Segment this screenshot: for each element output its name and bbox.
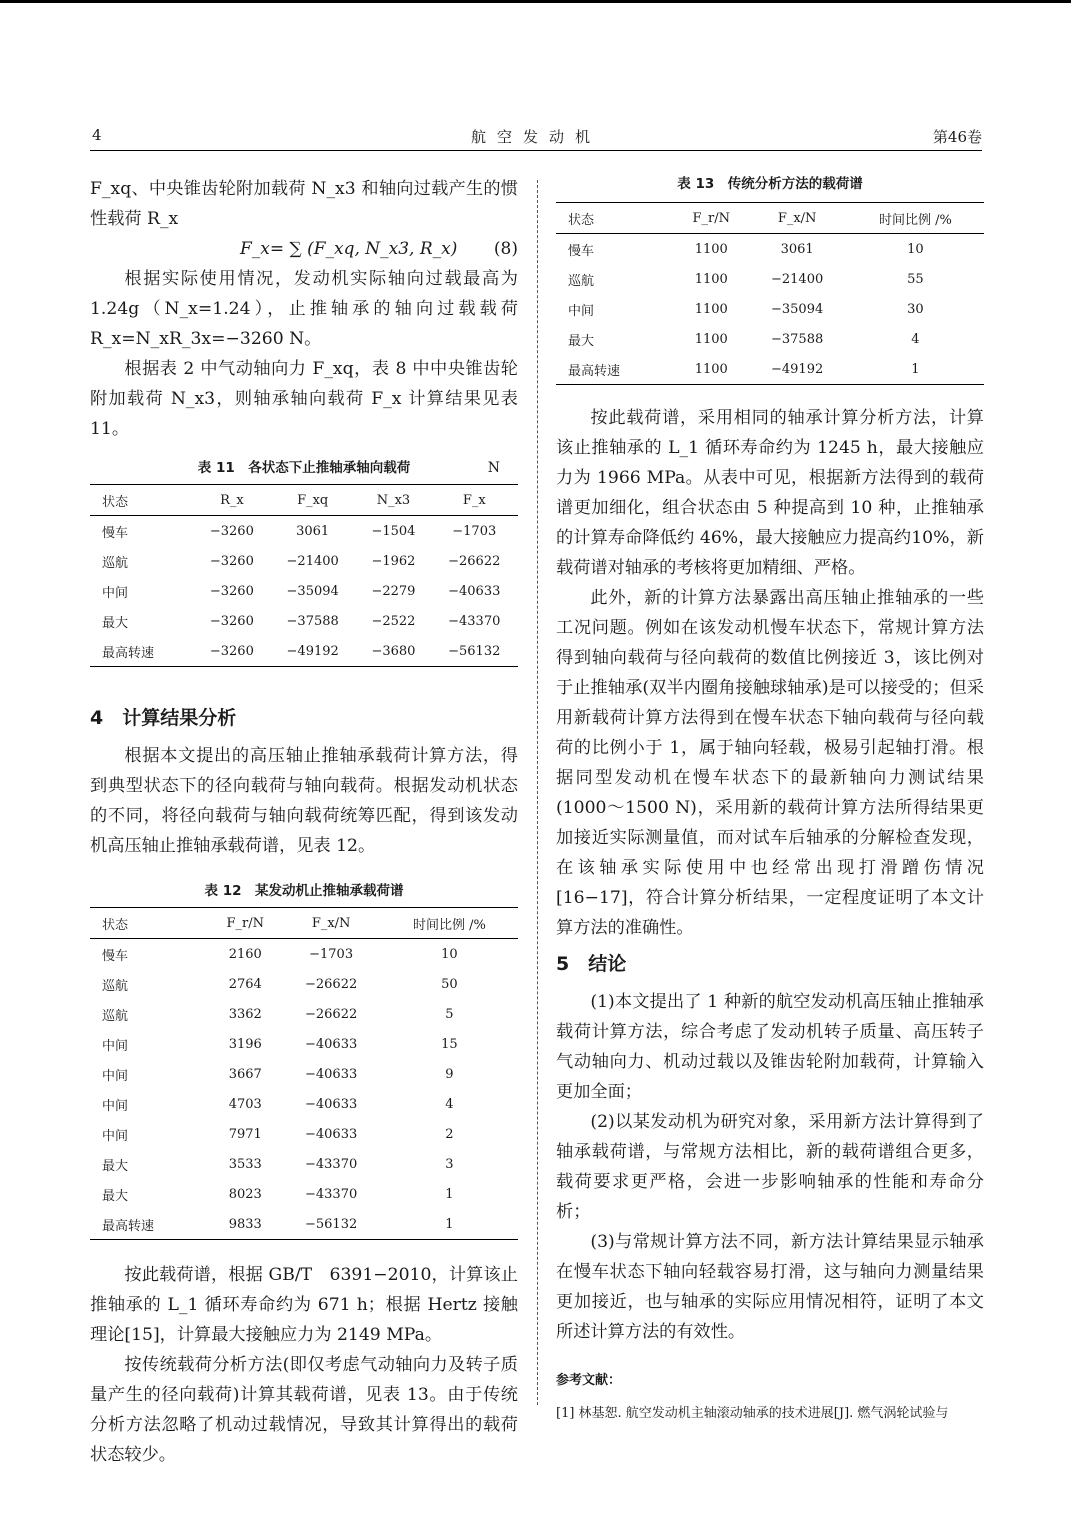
conclusion-item: (1)本文提出了 1 种新的航空发动机高压轴止推轴承载荷计算方法，综合考虑了发动机转子质量、高压转子气动轴向力、机动过载以及锥齿轮附加载荷，计算输入更加全面；: [556, 992, 984, 1102]
table-cell: −1962: [371, 553, 416, 569]
table-header-row: [90, 908, 518, 939]
paragraph: F_xq、中央锥齿轮附加载荷 N_x3 和轴向过载产生的惯性载荷 R_x: [90, 179, 518, 229]
paragraph: 按此载荷谱，根据 GB/T 6391−2010，计算该止推轴承的 L_1 循环寿命约为 671 h；根据 Hertz 接触理论[15]，计算最大接触应力为 2149 MPa。: [90, 1265, 518, 1345]
table-cell: −26622: [305, 976, 358, 992]
table-cell: 最大: [102, 1158, 129, 1174]
column-header: F_x/N: [311, 915, 351, 931]
table-cell: −40633: [305, 1096, 358, 1112]
column-header: 状态: [568, 212, 595, 228]
table-cell: 巡航: [102, 555, 129, 571]
journal-title: 航空发动机: [470, 128, 601, 146]
table-cell: 3061: [780, 241, 814, 257]
table-cell: 1: [445, 1186, 454, 1202]
table-row: [90, 1059, 518, 1089]
table-cell: 4703: [228, 1096, 262, 1112]
table-cell: 9833: [228, 1216, 262, 1232]
table-cell: −49192: [771, 361, 824, 377]
table-cell: −3260: [209, 553, 254, 569]
table-unit: N: [487, 460, 500, 476]
table-cell: 1: [445, 1216, 454, 1232]
table-cell: 15: [441, 1036, 458, 1052]
table-row: [556, 264, 984, 294]
reference-item: [1] 林基恕. 航空发动机主轴滚动轴承的技术进展[J]. 燃气涡轮试验与: [556, 1406, 949, 1421]
table-cell: −56132: [448, 643, 501, 659]
table-cell: −26622: [305, 1006, 358, 1022]
table-cell: −37588: [771, 331, 824, 347]
table-cell: −40633: [448, 583, 501, 599]
table-cell: 慢车: [102, 525, 129, 541]
table-cell: 中间: [102, 1098, 129, 1114]
table-cell: −3260: [209, 643, 254, 659]
table-cell: −56132: [305, 1216, 358, 1232]
paragraph: 根据表 2 中气动轴向力 F_xq，表 8 中中央锥齿轮附加载荷 N_x3，则轴承轴向载荷 F_x 计算结果见表 11。: [90, 359, 518, 439]
table-12-title: 表 12 某发动机止推轴承载荷谱: [204, 883, 404, 899]
table-cell: −3260: [209, 583, 254, 599]
conclusion-item: (2)以某发动机为研究对象，采用新方法计算得到了轴承载荷谱，与常规方法相比，新的载荷谱组合更多，载荷要求更严格，会进一步影响轴承的性能和寿命分析；: [556, 1112, 984, 1222]
paragraph: 根据实际使用情况，发动机实际轴向过载最高为1.24g（N_x=1.24），止推轴承的轴向过载载荷 R_x=N_xR_3x=−3260 N。: [90, 269, 518, 349]
table-cell: −1703: [309, 946, 354, 962]
right-column: [556, 174, 984, 1424]
column-header: N_x3: [376, 492, 411, 508]
column-divider: [537, 180, 538, 1405]
column-header: 状态: [102, 917, 129, 933]
section-heading-4: 4 计算结果分析: [90, 707, 237, 729]
table-cell: 3667: [228, 1066, 262, 1082]
table-row: [90, 516, 518, 547]
table-11-title: 表 11 各状态下止推轴承轴向载荷: [197, 460, 411, 476]
table-row: [90, 969, 518, 999]
references-heading: 参考文献：: [556, 1373, 622, 1388]
table-cell: 1100: [694, 271, 728, 287]
table-cell: −49192: [286, 643, 339, 659]
table-cell: 慢车: [102, 948, 129, 964]
table-row: [90, 1179, 518, 1209]
table-row: [90, 576, 518, 606]
table-13-title: 表 13 传统分析方法的载荷谱: [677, 176, 863, 192]
table-cell: 3533: [228, 1156, 262, 1172]
table-cell: −40633: [305, 1036, 358, 1052]
equation-number: (8): [493, 239, 518, 259]
table-cell: 2764: [228, 976, 262, 992]
table-cell: 最高转速: [102, 1218, 155, 1234]
top-border: [0, 0, 1071, 3]
table-row: [90, 1119, 518, 1149]
table-cell: 巡航: [102, 978, 129, 994]
table-cell: 30: [907, 301, 924, 317]
table-cell: 慢车: [568, 243, 595, 259]
paragraph: 此外，新的计算方法暴露出高压轴止推轴承的一些工况问题。例如在该发动机慢车状态下，常规计算方法得到轴向载荷与径向载荷的数值比例接近 3，该比例对于止推轴承(双半内圈角接触球轴承)是可以接受的；但采用新载荷计算方法得到在慢车状态下轴向载荷与径向载荷的比例小于 1，属于轴向轻载，极易引起轴打滑。根据同型发动机在慢车状态下的最新轴向力测试结果(1000～1500 N)，采用新的载荷计算方法所得结果更加接近实际测量值，而对试车后轴承的分解检查发现，在该轴承实际使用中也经常出现打滑蹭伤情况[16−17]，符合计算分析结果，一定程度证明了本文计算方法的准确性。: [556, 588, 984, 938]
table-cell: 10: [441, 946, 458, 962]
table-cell: −40633: [305, 1066, 358, 1082]
table-cell: 最大: [102, 1188, 129, 1204]
table-cell: 中间: [102, 1128, 129, 1144]
table-row: [556, 324, 984, 354]
table-cell: 50: [441, 976, 458, 992]
table-cell: 3: [445, 1156, 454, 1172]
equation-body: F_x= ∑ (F_xq, N_x3, R_x): [240, 239, 458, 259]
column-header: F_xq: [297, 492, 329, 508]
table-row: [90, 1209, 518, 1240]
table-caption: [556, 174, 984, 194]
column-header: R_x: [220, 492, 244, 508]
paragraph: 根据本文提出的高压轴止推轴承载荷计算方法，得到典型状态下的径向载荷与轴向载荷。根据发动机状态的不同，将径向载荷与轴向载荷统筹匹配，得到该发动机高压轴止推轴承载荷谱，见表 12。: [90, 746, 518, 856]
header-rule: [90, 150, 982, 151]
table-cell: 1100: [694, 241, 728, 257]
table-cell: −26622: [448, 553, 501, 569]
table-header-row: [90, 485, 518, 516]
equation-8: [90, 234, 518, 264]
table-cell: 中间: [568, 303, 595, 319]
table-row: [90, 606, 518, 636]
table-cell: −35094: [286, 583, 339, 599]
table-row: [556, 354, 984, 385]
table-row: [90, 1029, 518, 1059]
table-cell: 巡航: [568, 273, 595, 289]
table-cell: −21400: [771, 271, 824, 287]
table-cell: 巡航: [102, 1008, 129, 1024]
table-cell: 中间: [102, 1038, 129, 1054]
table-cell: −3260: [209, 613, 254, 629]
section-heading-5: 5 结论: [556, 953, 627, 975]
table-cell: 最高转速: [568, 363, 621, 379]
table-13: [556, 202, 984, 385]
table-cell: 3196: [228, 1036, 262, 1052]
table-cell: −3260: [209, 523, 254, 539]
table-row: [90, 546, 518, 576]
column-header: 状态: [102, 494, 129, 510]
column-header: F_x: [462, 492, 486, 508]
table-cell: 10: [907, 241, 924, 257]
table-cell: 2160: [228, 946, 262, 962]
table-cell: −43370: [448, 613, 501, 629]
table-cell: 8023: [228, 1186, 262, 1202]
table-cell: −2279: [371, 583, 416, 599]
paragraph: 按传统载荷分析方法(即仅考虑气动轴向力及转子质量产生的径向载荷)计算其载荷谱，见表 13。由于传统分析方法忽略了机动过载情况，导致其计算得出的载荷状态较少。: [90, 1355, 518, 1465]
table-cell: 3362: [228, 1006, 262, 1022]
table-cell: 55: [907, 271, 924, 287]
table-cell: 5: [445, 1006, 454, 1022]
table-cell: 9: [445, 1066, 454, 1082]
table-cell: −37588: [286, 613, 339, 629]
paragraph: 按此载荷谱，采用相同的轴承计算分析方法，计算该止推轴承的 L_1 循环寿命约为 1245 h，最大接触应力为 1966 MPa。从表中可见，根据新方法得到的载荷谱更加细化，组合状态由 5 种提高到 10 种，止推轴承的计算寿命降低约 46%，最大接触应力提高约10%，新载荷谱对轴承的考核将更加精细、严格。: [556, 408, 984, 578]
table-row: [90, 636, 518, 667]
column-header: 时间比例 /%: [412, 917, 486, 933]
table-cell: 1: [911, 361, 920, 377]
page-number: 4: [92, 126, 102, 144]
column-header: F_r/N: [692, 210, 731, 226]
table-cell: 1100: [694, 301, 728, 317]
table-cell: 2: [445, 1126, 454, 1142]
table-cell: 中间: [102, 1068, 129, 1084]
table-cell: −3680: [371, 643, 416, 659]
volume-label: 第46卷: [932, 128, 982, 146]
table-row: [556, 294, 984, 324]
table-cell: −43370: [305, 1186, 358, 1202]
table-12: [90, 907, 518, 1240]
table-row: [90, 939, 518, 970]
table-cell: 1100: [694, 361, 728, 377]
table-cell: 3061: [296, 523, 330, 539]
table-11: [90, 484, 518, 667]
table-cell: 最大: [568, 333, 595, 349]
table-row: [90, 999, 518, 1029]
column-header: F_x/N: [777, 210, 817, 226]
table-cell: 中间: [102, 585, 129, 601]
table-cell: 最大: [102, 615, 129, 631]
left-column: [90, 174, 518, 1470]
table-cell: −40633: [305, 1126, 358, 1142]
table-caption: [90, 458, 518, 478]
table-cell: −35094: [771, 301, 824, 317]
table-cell: 4: [445, 1096, 454, 1112]
table-caption: [90, 881, 518, 901]
table-cell: −21400: [286, 553, 339, 569]
table-row: [90, 1149, 518, 1179]
column-header: F_r/N: [226, 915, 265, 931]
table-cell: 7971: [228, 1126, 262, 1142]
table-header-row: [556, 203, 984, 234]
table-row: [556, 234, 984, 265]
column-header: 时间比例 /%: [878, 212, 952, 228]
table-cell: −1703: [452, 523, 497, 539]
conclusion-item: (3)与常规计算方法不同，新方法计算结果显示轴承在慢车状态下轴向轻载容易打滑，这与轴向力测量结果更加接近，也与轴承的实际应用情况相符，证明了本文所述计算方法的有效性。: [556, 1232, 984, 1342]
table-row: [90, 1089, 518, 1119]
table-cell: 1100: [694, 331, 728, 347]
table-cell: −2522: [371, 613, 416, 629]
table-cell: −43370: [305, 1156, 358, 1172]
table-cell: −1504: [371, 523, 416, 539]
table-cell: 4: [911, 331, 920, 347]
table-cell: 最高转速: [102, 645, 155, 661]
page-header: [90, 124, 982, 152]
